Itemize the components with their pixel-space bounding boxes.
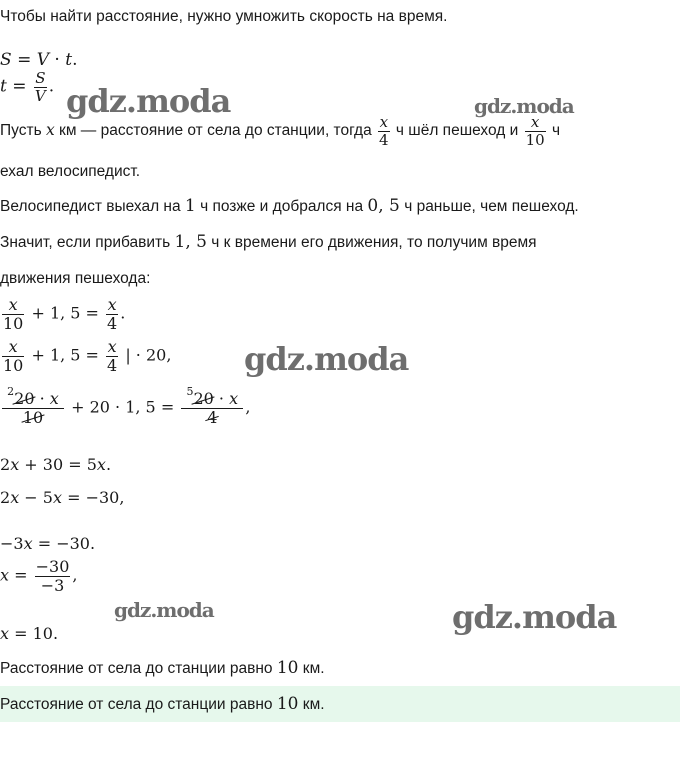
equation-1: $\frac{x}{10}$ + 1, 5 = $\frac{x}{4}$ .	[3, 295, 126, 333]
equation-8: x = 10.	[0, 624, 59, 643]
means-text-2: движения пешехода:	[0, 270, 151, 287]
intro-text: Чтобы найти расстояние, нужно умножить скорость на время.	[0, 8, 448, 25]
watermark-logo: gdz.moda	[114, 598, 214, 622]
equation-2: $\frac{x}{10}$ + 1, 5 = $\frac{x}{4}$ | · 20,	[3, 337, 172, 375]
conclusion-text: Расстояние от села до станции равно 10 км.	[0, 658, 325, 678]
equation-6: −3x = −30.	[0, 534, 96, 553]
let-prefix: Пусть	[0, 122, 42, 140]
equation-7: x = $\frac{-30}{-3}$ ,	[0, 557, 78, 595]
equation-4: 2x + 30 = 5x.	[0, 455, 112, 474]
watermark-logo: gdz.moda	[244, 340, 409, 378]
means-text: Значит, если прибавить 1, 5 ч к времени его движения, то получим время	[0, 232, 537, 252]
let-end: ч	[552, 122, 561, 140]
equation-3: $\frac{^220 \cdot x}{10}$ + 20 · 1, 5 = $\frac{^520 \cdot x}{4}$ ,	[0, 390, 250, 426]
formula-distance: S = V · t.	[0, 50, 78, 70]
answer-box	[0, 686, 680, 722]
let-text: Пусть x км — расстояние от села до станции, тогда $\frac{x}{4}$ ч шёл пешеход и $\frac{x}{10}$ ч	[0, 113, 561, 149]
watermark-logo: gdz.moda	[452, 598, 617, 636]
cyclist-late-text: Велосипедист выехал на 1 ч позже и добрался на 0, 5 ч раньше, чем пешеход.	[0, 196, 579, 216]
let-mid1: км — расстояние от села до станции, тогда	[59, 122, 372, 140]
formula-time: t = $\frac{S}{V}$ .	[0, 69, 55, 105]
equation-5: 2x − 5x = −30,	[0, 488, 125, 507]
watermark-logo: gdz.moda	[474, 94, 574, 118]
cyclist-rode-text: ехал велосипедист.	[0, 163, 141, 180]
watermark-logo: gdz.moda	[66, 82, 231, 120]
answer-text: Расстояние от села до станции равно 10 км.	[0, 694, 325, 714]
let-mid2: ч шёл пешеход и	[395, 122, 519, 140]
